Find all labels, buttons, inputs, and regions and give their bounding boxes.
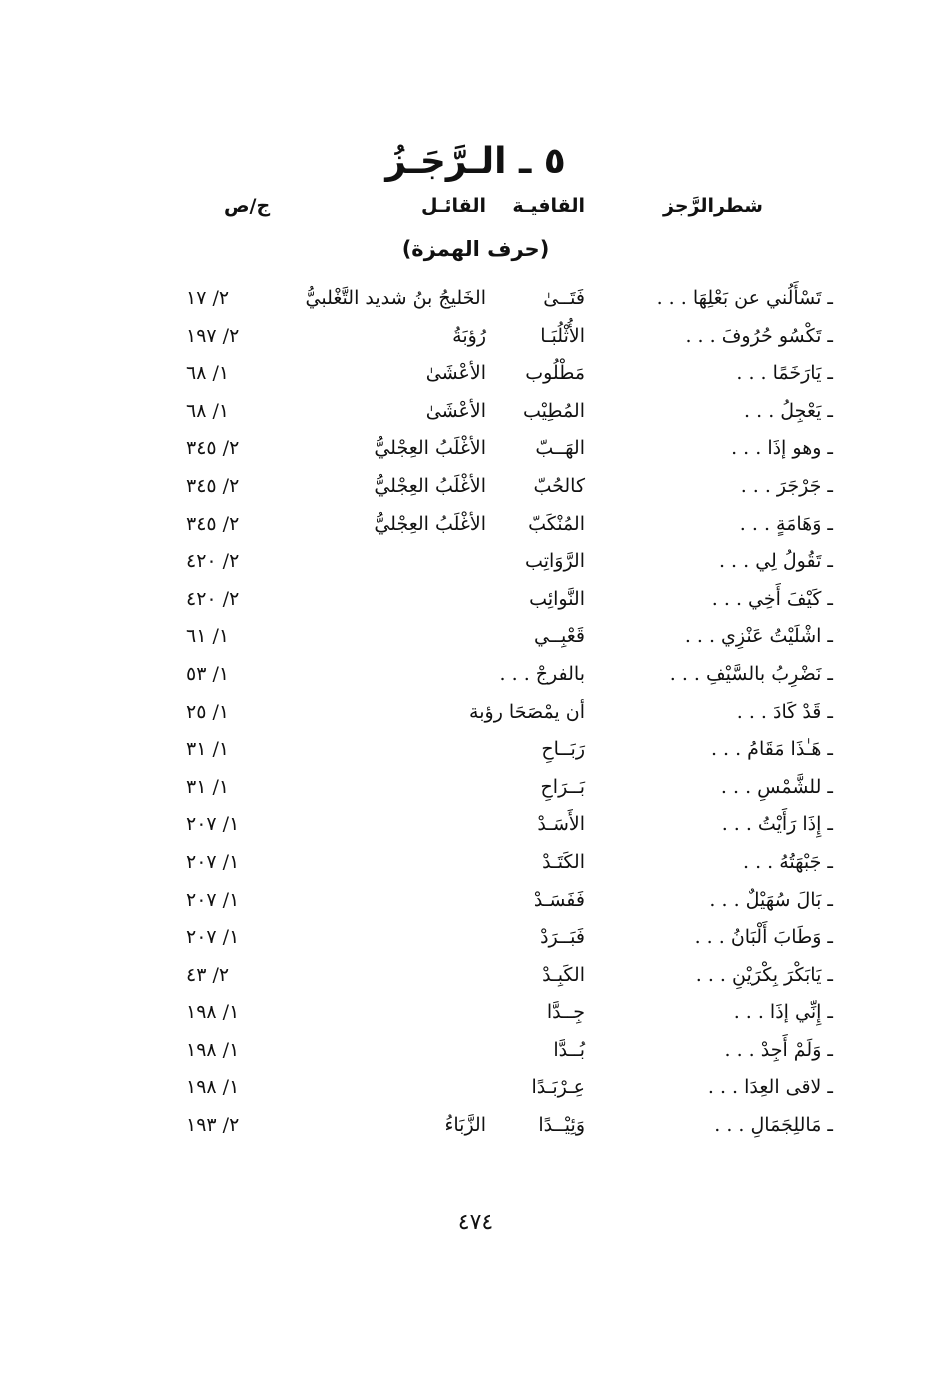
- table-row: [0, 544, 951, 582]
- rhyme-cell: المُطِيْب: [522, 399, 585, 422]
- verse-cell: ـ اشْلَيْتُ عَنْزِي . . .: [684, 625, 833, 648]
- reference-value: ٢/ ٤٣: [186, 963, 230, 986]
- table-row: [0, 619, 951, 657]
- header-poet: القائـل: [420, 195, 486, 217]
- reference-value: ١/ ٦١: [186, 625, 230, 648]
- table-row: [0, 469, 951, 507]
- reference-cell: [186, 471, 239, 501]
- table-row: [0, 582, 951, 620]
- reference-cell: [186, 1110, 239, 1140]
- table-row: [0, 431, 951, 469]
- reference-cell: [186, 922, 239, 952]
- verse-cell: ـ إِذَا رَأَيْتُ . . .: [721, 813, 833, 836]
- reference-cell: [186, 433, 239, 463]
- reference-cell: [186, 584, 239, 614]
- verse-cell: ـ كَيْفَ أَخِي . . .: [711, 587, 833, 610]
- reference-value: ١/ ١٩٨: [186, 1038, 240, 1061]
- reference-value: ٢/ ٣٤٥: [186, 474, 240, 497]
- rhyme-cell: فَتَــىٰ: [543, 287, 585, 309]
- verse-cell: ـ تَسْأَلُني عن بَعْلِهَا . . .: [656, 287, 833, 309]
- reference-value: ٢/ ٣٤٥: [186, 512, 240, 535]
- poet-cell: رُؤبَةُ: [452, 324, 486, 347]
- page-title: ٥ ـ الـرَّجَـزُ: [385, 141, 566, 182]
- reference-cell: [186, 697, 229, 727]
- table-row: [0, 958, 951, 996]
- page-number: ٤٧٤: [457, 1210, 494, 1235]
- verse-cell: ـ تَكْسُو حُرُوفَ . . .: [685, 324, 833, 347]
- reference-value: ١/ ١٩٨: [186, 1001, 240, 1024]
- reference-value: ٢/ ١٧: [186, 287, 230, 309]
- reference-cell: [186, 960, 229, 990]
- rhyme-cell: الأُثْلُبَـا: [540, 324, 585, 347]
- header-rhyme: القافيـة: [512, 195, 585, 217]
- rhyme-cell: مَطْلُوب: [525, 362, 585, 385]
- reference-cell: [186, 509, 239, 539]
- reference-value: ١/ ٦٨: [186, 399, 230, 422]
- reference-value: ١/ ٢٠٧: [186, 850, 240, 873]
- reference-value: ١/ ٣١: [186, 775, 230, 798]
- entries-list: [0, 281, 951, 1146]
- section-heading: (حرف الهمزة): [401, 237, 550, 261]
- verse-cell: ـ تَقُولُ لِي . . .: [718, 550, 833, 573]
- table-row: [0, 356, 951, 394]
- rhyme-cell: الأَسَـدْ: [537, 813, 585, 836]
- rhyme-cell: الرَّوَاتِب: [525, 550, 585, 573]
- table-row: [0, 657, 951, 695]
- verse-cell: ـ وَهَامَةٍ . . .: [739, 512, 833, 535]
- rhyme-cell: المُنْكَبّ: [528, 512, 585, 535]
- rhyme-cell: بُــدَّا: [553, 1038, 585, 1061]
- rhyme-cell: النَّوائِب: [529, 587, 585, 610]
- header-verse: شطرالرَّجز: [663, 195, 763, 217]
- reference-cell: [186, 1035, 239, 1065]
- reference-value: ١/ ٢٥: [186, 700, 230, 723]
- reference-value: ٢/ ١٩٧: [186, 324, 240, 347]
- verse-cell: ـ نَضْرِبُ بالسَّيْفِ . . .: [669, 662, 833, 685]
- table-row: [0, 920, 951, 958]
- reference-value: ٢/ ٤٢٠: [186, 587, 240, 610]
- verse-cell: ـ يَعْجِلُ . . .: [744, 399, 833, 422]
- rhyme-cell: الهَــبّ: [535, 437, 585, 460]
- reference-cell: [186, 997, 239, 1027]
- reference-cell: [186, 885, 239, 915]
- reference-value: ١/ ١٩٨: [186, 1076, 240, 1099]
- reference-cell: [186, 809, 239, 839]
- reference-cell: [186, 659, 229, 689]
- reference-value: ١/ ٦٨: [186, 362, 230, 385]
- reference-cell: [186, 546, 239, 576]
- verse-cell: ـ هَـٰذَا مَقَامُ . . .: [710, 738, 833, 761]
- column-headers: [0, 192, 951, 222]
- reference-cell: [186, 621, 229, 651]
- table-row: [0, 695, 951, 733]
- table-row: [0, 995, 951, 1033]
- rhyme-cell: الكَتَـدْ: [542, 850, 585, 873]
- verse-cell: ـ مَاللِجَمَالِ . . .: [714, 1114, 833, 1137]
- rhyme-cell: أن يمْصَحَا رؤبة: [469, 700, 585, 723]
- verse-cell: ـ للشَّمْسِ . . .: [720, 775, 833, 798]
- reference-cell: [186, 358, 229, 388]
- table-row: [0, 507, 951, 545]
- reference-value: ١/ ٥٣: [186, 662, 230, 685]
- table-row: [0, 281, 951, 319]
- reference-value: ١/ ٢٠٧: [186, 926, 240, 949]
- reference-cell: [186, 321, 239, 351]
- reference-cell: [186, 847, 239, 877]
- table-row: [0, 770, 951, 808]
- poet-cell: الخَليجُ بنُ شديد التَّغْلبيُّ: [305, 287, 486, 309]
- rhyme-cell: كالحُبّ: [533, 474, 585, 497]
- rhyme-cell: بالفرجْ . . .: [499, 662, 585, 685]
- reference-value: ١/ ٣١: [186, 738, 230, 761]
- reference-value: ١/ ٢٠٧: [186, 888, 240, 911]
- verse-cell: ـ جَرْجَرَ . . .: [740, 474, 833, 497]
- rhyme-cell: فَبَــرَدْ: [540, 926, 585, 949]
- reference-cell: [186, 396, 229, 426]
- table-row: [0, 319, 951, 357]
- table-row: [0, 1070, 951, 1108]
- rhyme-cell: فَفَسَـدْ: [533, 888, 585, 911]
- table-row: [0, 732, 951, 770]
- verse-cell: ـ بَالَ سُهَيْلٌ . . .: [709, 888, 833, 911]
- table-row: [0, 1108, 951, 1146]
- reference-cell: [186, 772, 229, 802]
- verse-cell: ـ لاقى العِدَا . . .: [707, 1076, 833, 1099]
- rhyme-cell: بَــرَاحِ: [540, 775, 585, 798]
- verse-cell: ـ يَارَخَمًا . . .: [736, 362, 833, 385]
- reference-value: ١/ ٢٠٧: [186, 813, 240, 836]
- verse-cell: ـ وَطَابَ أَلْبَانُ . . .: [694, 926, 833, 949]
- reference-cell: [186, 734, 229, 764]
- poet-cell: الأعْشَىٰ: [425, 362, 486, 385]
- verse-cell: ـ جَبْهَتُهُ . . .: [743, 850, 833, 873]
- rhyme-cell: عِـرْبَـدًا: [531, 1076, 585, 1099]
- reference-value: ٢/ ١٩٣: [186, 1114, 240, 1137]
- poet-cell: الأغْلَبُ العِجْليُّ: [374, 512, 486, 535]
- poet-cell: الأعْشَىٰ: [425, 399, 486, 422]
- table-row: [0, 394, 951, 432]
- reference-cell: [186, 1072, 239, 1102]
- reference-value: ٢/ ٤٢٠: [186, 550, 240, 573]
- poet-cell: الأغْلَبُ العِجْليُّ: [374, 474, 486, 497]
- table-row: [0, 1033, 951, 1071]
- rhyme-cell: وَئِيْــدًا: [538, 1114, 585, 1137]
- reference-value: ٢/ ٣٤٥: [186, 437, 240, 460]
- rhyme-cell: جِــدَّا: [546, 1001, 585, 1024]
- reference-cell: [186, 283, 229, 313]
- table-row: [0, 807, 951, 845]
- rhyme-cell: الكَبِـدْ: [542, 963, 585, 986]
- poet-cell: الزَّبَاءُ: [444, 1114, 486, 1137]
- verse-cell: ـ قَدْ كَادَ . . .: [736, 700, 833, 723]
- verse-cell: ـ وهو إذَا . . .: [731, 437, 833, 460]
- table-row: [0, 845, 951, 883]
- rhyme-cell: رَبَــاحِ: [541, 738, 585, 761]
- verse-cell: ـ وَلَمْ أَجِدْ . . .: [724, 1038, 833, 1061]
- rhyme-cell: قَعْبِــي: [534, 625, 585, 648]
- verse-cell: ـ إِنِّي إذَا . . .: [733, 1001, 833, 1024]
- poet-cell: الأغْلَبُ العِجْليُّ: [374, 437, 486, 460]
- verse-cell: ـ يَابَكْرَ بِكْرَيْنِ . . .: [695, 963, 833, 986]
- header-ref: ج/ص: [224, 195, 271, 217]
- table-row: [0, 883, 951, 921]
